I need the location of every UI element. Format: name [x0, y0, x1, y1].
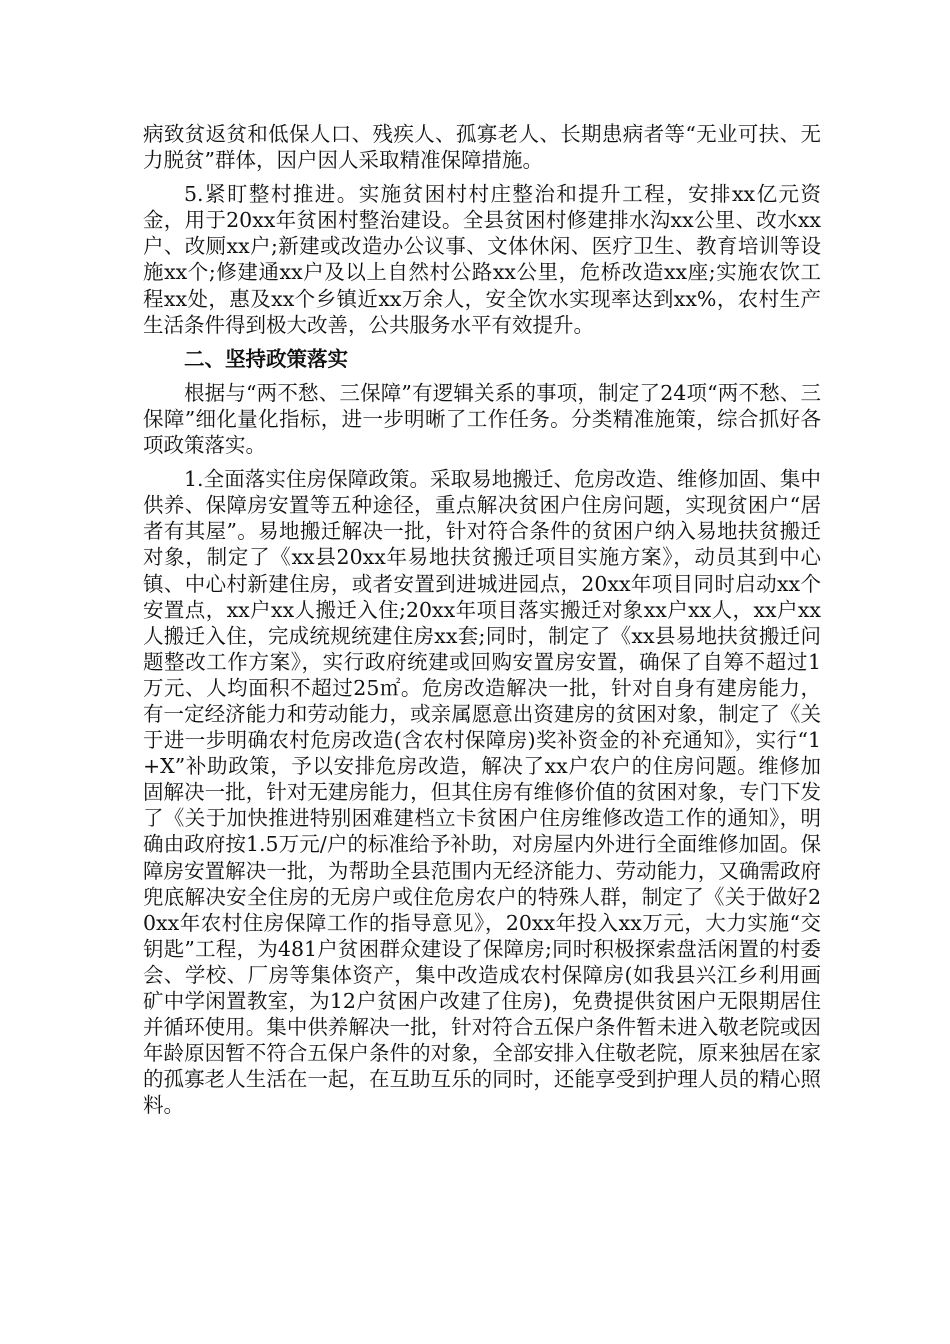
paragraph-village-promotion: 5.紧盯整村推进。实施贫困村村庄整治和提升工程，安排xx亿元资金，用于20xx年贫困村整治建设。全县贫困村修建排水沟xx公里、改水xx户、改厕xx户;新建或改造办公议事、文体休闲、医疗卫生、教育培训等设施xx个;修建通xx户及以上自然村公路xx公里，危桥改造xx座;实施农饮工程xx处，惠及xx个乡镇近xx万余人，安全饮水实现率达到xx%，农村生产生活条件得到极大改善，公共服务水平有效提升。 [143, 182, 821, 337]
section-heading-policy: 二、坚持政策落实 [184, 346, 348, 371]
paragraph-housing-policy: 1.全面落实住房保障政策。采取易地搬迁、危房改造、维修加固、集中供养、保障房安置等五种途径，重点解决贫困户住房问题，实现贫困户“居者有其屋”。易地搬迁解决一批，针对符合条件的贫困户纳入易地扶贫搬迁对象，制定了《xx县20xx年易地扶贫搬迁项目实施方案》，动员其到中心镇、中心村新建住房，或者安置到进城进园点，20xx年项目同时启动xx个安置点，xx户xx人搬迁入住;20xx年项目落实搬迁对象xx户xx人，xx户xx人搬迁入住，完成统规统建住房xx套;同时，制定了《xx县易地扶贫搬迁问题整改工作方案》，实行政府统建或回购安置房安置，确保了自筹不超过1万元、人均面积不超过25㎡。危房改造解决一批，针对自身有建房能力，有一定经济能力和劳动能力，或亲属愿意出资建房的贫困对象，制定了《关于进一步明确农村危房改造(含农村保障房)奖补资金的补充通知》，实行“1+X”补助政策，予以安排危房改造，解决了xx户农户的住房问题。维修加固解决一批，针对无建房能力，但其住房有维修价值的贫困对象，专门下发了《关于加快推进特别困难建档立卡贫困户住房维修改造工作的通知》，明确由政府按1.5万元/户的标准给予补助，对房屋内外进行全面维修加固。保障房安置解决一批，为帮助全县范围内无经济能力、劳动能力，又确需政府兜底解决安全住房的无房户或住危房农户的特殊人群，制定了《关于做好20xx年农村住房保障工作的指导意见》，20xx年投入xx万元，大力实施“交钥匙”工程，为481户贫困群众建设了保障房;同时积极探索盘活闲置的村委会、学校、厂房等集体资产，集中改造成农村保障房(如我县兴江乡利用画矿中学闲置教室，为12户贫困户改建了住房)，免费提供贫困户无限期居住并循环使用。集中供养解决一批，针对符合五保户条件暂未进入敬老院或因年龄原因暂不符合五保户条件的对象，全部安排入住敬老院，原来独居在家的孤寡老人生活在一起，在互助互乐的同时，还能享受到护理人员的精心照料。 [143, 467, 821, 1118]
paragraph-policy-intro: 根据与“两不愁、三保障”有逻辑关系的事项，制定了24项“两不愁、三保障”细化量化指标，进一步明晰了工作任务。分类精准施策，综合抓好各项政策落实。 [143, 380, 821, 458]
paragraph-continuation: 病致贫返贫和低保人口、残疾人、孤寡老人、长期患病者等“无业可扶、无力脱贫”群体，因户因人采取精准保障措施。 [143, 122, 821, 173]
document-body [143, 121, 821, 1126]
